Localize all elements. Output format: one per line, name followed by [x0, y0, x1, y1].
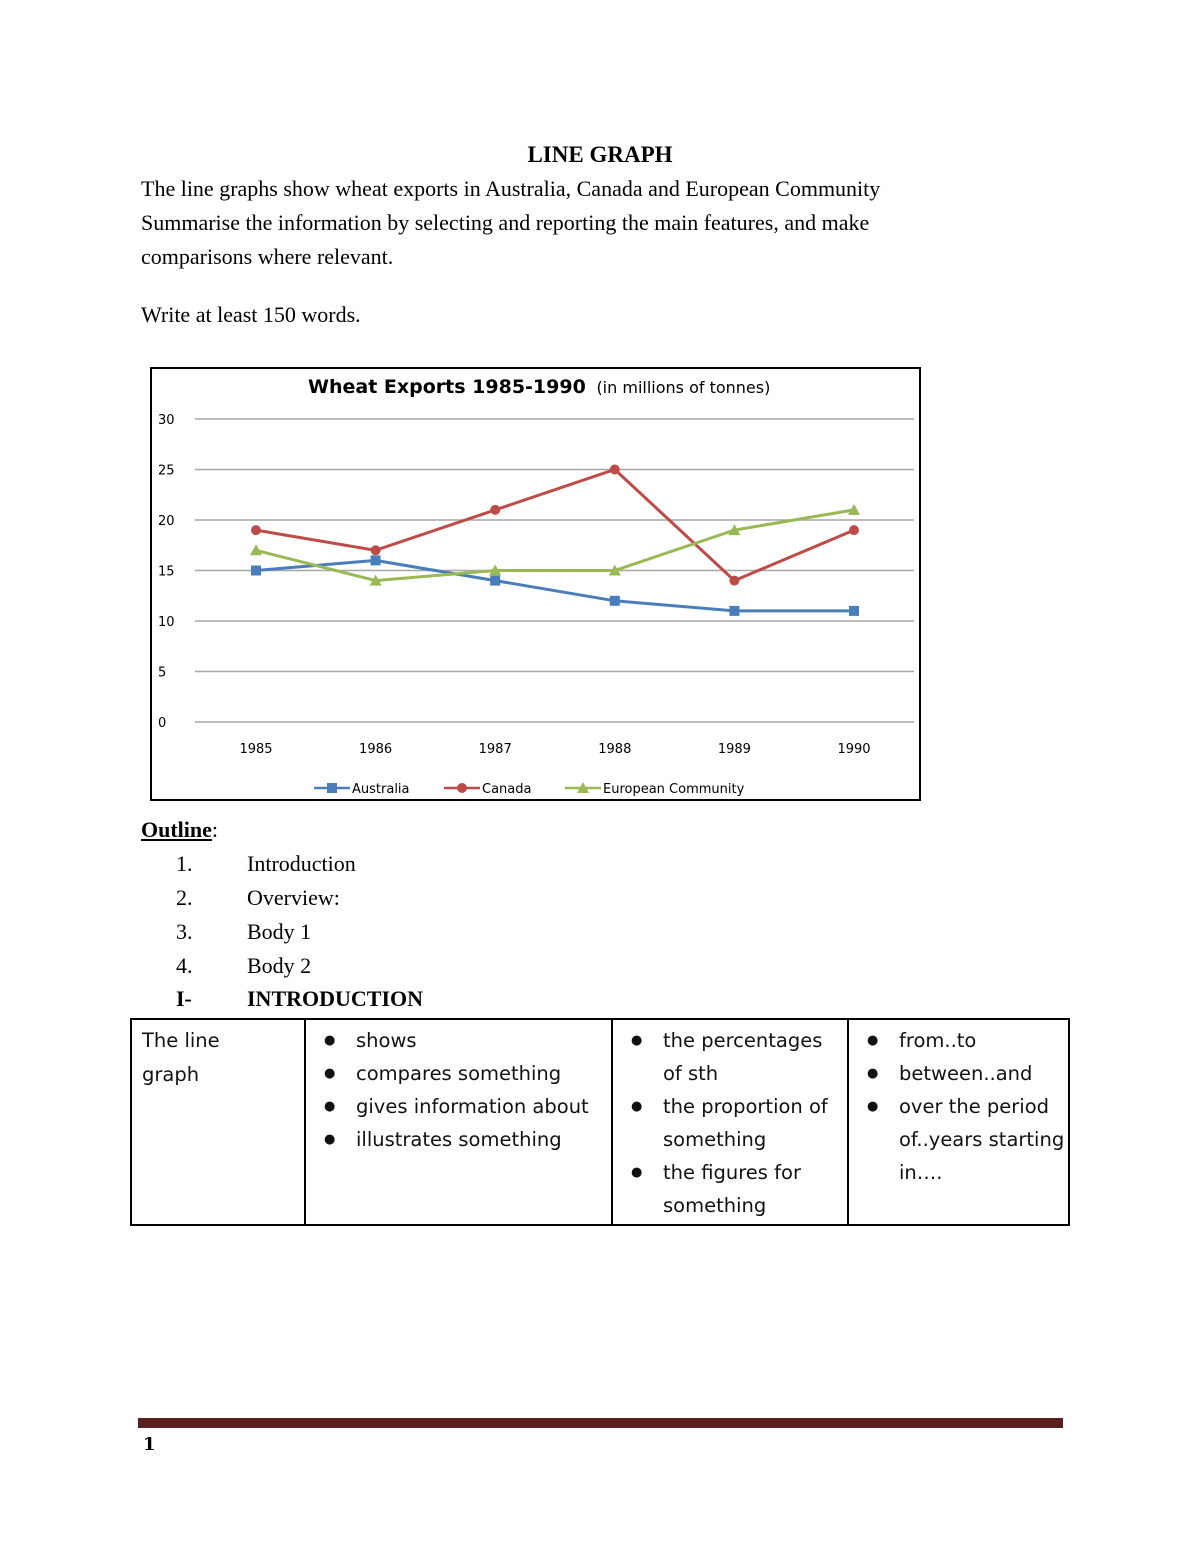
- y-tick-label: 10: [158, 615, 175, 630]
- legend-label: European Community: [603, 782, 745, 797]
- table-cell-verbs: [305, 1019, 612, 1225]
- legend-label: Canada: [482, 782, 532, 797]
- chart-canvas: [152, 369, 919, 799]
- list-item: ● compares something: [356, 1057, 611, 1090]
- legend-entry: [314, 782, 410, 797]
- series-australia: [251, 555, 859, 616]
- prompt-line-2: Summarise the information by selecting and reporting the main features, and make: [141, 210, 870, 235]
- table-cell-subject: [131, 1019, 305, 1225]
- y-tick-label: 5: [158, 665, 167, 681]
- list-item: ● gives information about: [356, 1090, 611, 1123]
- outline-heading-colon: :: [211, 817, 219, 842]
- outline-number: 4.: [176, 953, 193, 978]
- list-item: ● between..and: [899, 1057, 1068, 1090]
- prompt-line-3: comparisons where relevant.: [141, 244, 394, 269]
- y-tick-label: 15: [158, 564, 175, 580]
- data-point: [251, 525, 261, 535]
- y-tick-label: 20: [158, 514, 175, 529]
- page-number: 1: [143, 1434, 156, 1455]
- list-item: ● from..to: [899, 1024, 1068, 1057]
- data-point: [610, 596, 620, 606]
- x-tick-label: 1986: [359, 742, 393, 757]
- verb-list: [306, 1024, 611, 1156]
- outline-item-body-2: Body 2: [247, 953, 312, 978]
- legend-entry: [565, 782, 745, 797]
- list-item-line: something: [663, 1194, 767, 1217]
- list-item: [663, 1156, 847, 1222]
- list-item-line: something: [663, 1128, 767, 1151]
- list-item-line: ● the proportion of: [663, 1095, 828, 1118]
- data-point: [849, 525, 859, 535]
- line-chart: [150, 367, 921, 801]
- data-point: [251, 566, 261, 576]
- chart-title: Wheat Exports 1985-1990: [308, 376, 586, 398]
- word-requirement: Write at least 150 words.: [141, 302, 361, 327]
- cell-text: The line: [142, 1029, 220, 1052]
- table-cell-objects: [612, 1019, 848, 1225]
- x-tick-label: 1989: [717, 742, 751, 757]
- data-point: [327, 783, 337, 793]
- data-point: [250, 544, 262, 555]
- x-tick-label: 1990: [837, 742, 871, 757]
- y-tick-label: 30: [158, 413, 175, 428]
- list-item: [663, 1024, 847, 1090]
- data-point: [490, 576, 500, 586]
- outline-heading: [141, 817, 218, 843]
- data-point: [729, 606, 739, 616]
- document-title: LINE GRAPH: [527, 142, 673, 167]
- data-point: [490, 505, 500, 515]
- introduction-phrase-table: [130, 1018, 1070, 1226]
- list-item-line: of sth: [663, 1062, 719, 1085]
- footer-rule: [138, 1418, 1063, 1428]
- outline-heading-label: Outline: [141, 817, 212, 842]
- svg-text:Wheat Exports 1985-1990: [308, 376, 770, 398]
- outline-number: 2.: [176, 885, 193, 910]
- y-tick-label: 25: [158, 463, 175, 479]
- prompt-line-1: The line graphs show wheat exports in Australia, Canada and European Community: [141, 176, 881, 201]
- chart-subtitle: (in millions of tonnes): [596, 378, 771, 397]
- list-item-line: of..years starting: [899, 1128, 1065, 1151]
- list-item-line: ● over the period: [899, 1095, 1050, 1118]
- list-item: ● illustrates something: [356, 1123, 611, 1156]
- cell-text: graph: [142, 1063, 200, 1086]
- outline-item-introduction: Introduction: [247, 851, 356, 876]
- legend-label: Australia: [352, 782, 410, 797]
- data-point: [371, 555, 381, 565]
- list-item: [663, 1090, 847, 1156]
- data-point: [610, 465, 620, 475]
- outline-item-body-1: Body 1: [247, 919, 312, 944]
- outline-number: 1.: [176, 851, 193, 876]
- x-tick-label: 1985: [239, 742, 273, 757]
- outline-item-overview: Overview:: [247, 885, 340, 910]
- legend-entry: [444, 782, 531, 797]
- data-point: [457, 783, 467, 793]
- list-item: [899, 1090, 1068, 1189]
- section-heading-introduction: INTRODUCTION: [247, 986, 424, 1011]
- object-list: [613, 1024, 847, 1222]
- x-tick-label: 1988: [598, 742, 632, 757]
- table-cell-time-phrases: [848, 1019, 1069, 1225]
- section-number: I-: [176, 986, 192, 1011]
- time-phrase-list: [849, 1024, 1068, 1189]
- table-row: [131, 1019, 1069, 1225]
- x-tick-label: 1987: [478, 742, 512, 757]
- data-point: [849, 606, 859, 616]
- list-item: ● shows: [356, 1024, 611, 1057]
- data-point: [371, 545, 381, 555]
- list-item-line: in….: [899, 1161, 943, 1184]
- outline-number: 3.: [176, 919, 193, 944]
- list-item-line: ● the percentages: [663, 1029, 823, 1052]
- data-point: [729, 576, 739, 586]
- y-tick-label: 0: [158, 716, 167, 731]
- list-item-line: ● the figures for: [663, 1161, 801, 1184]
